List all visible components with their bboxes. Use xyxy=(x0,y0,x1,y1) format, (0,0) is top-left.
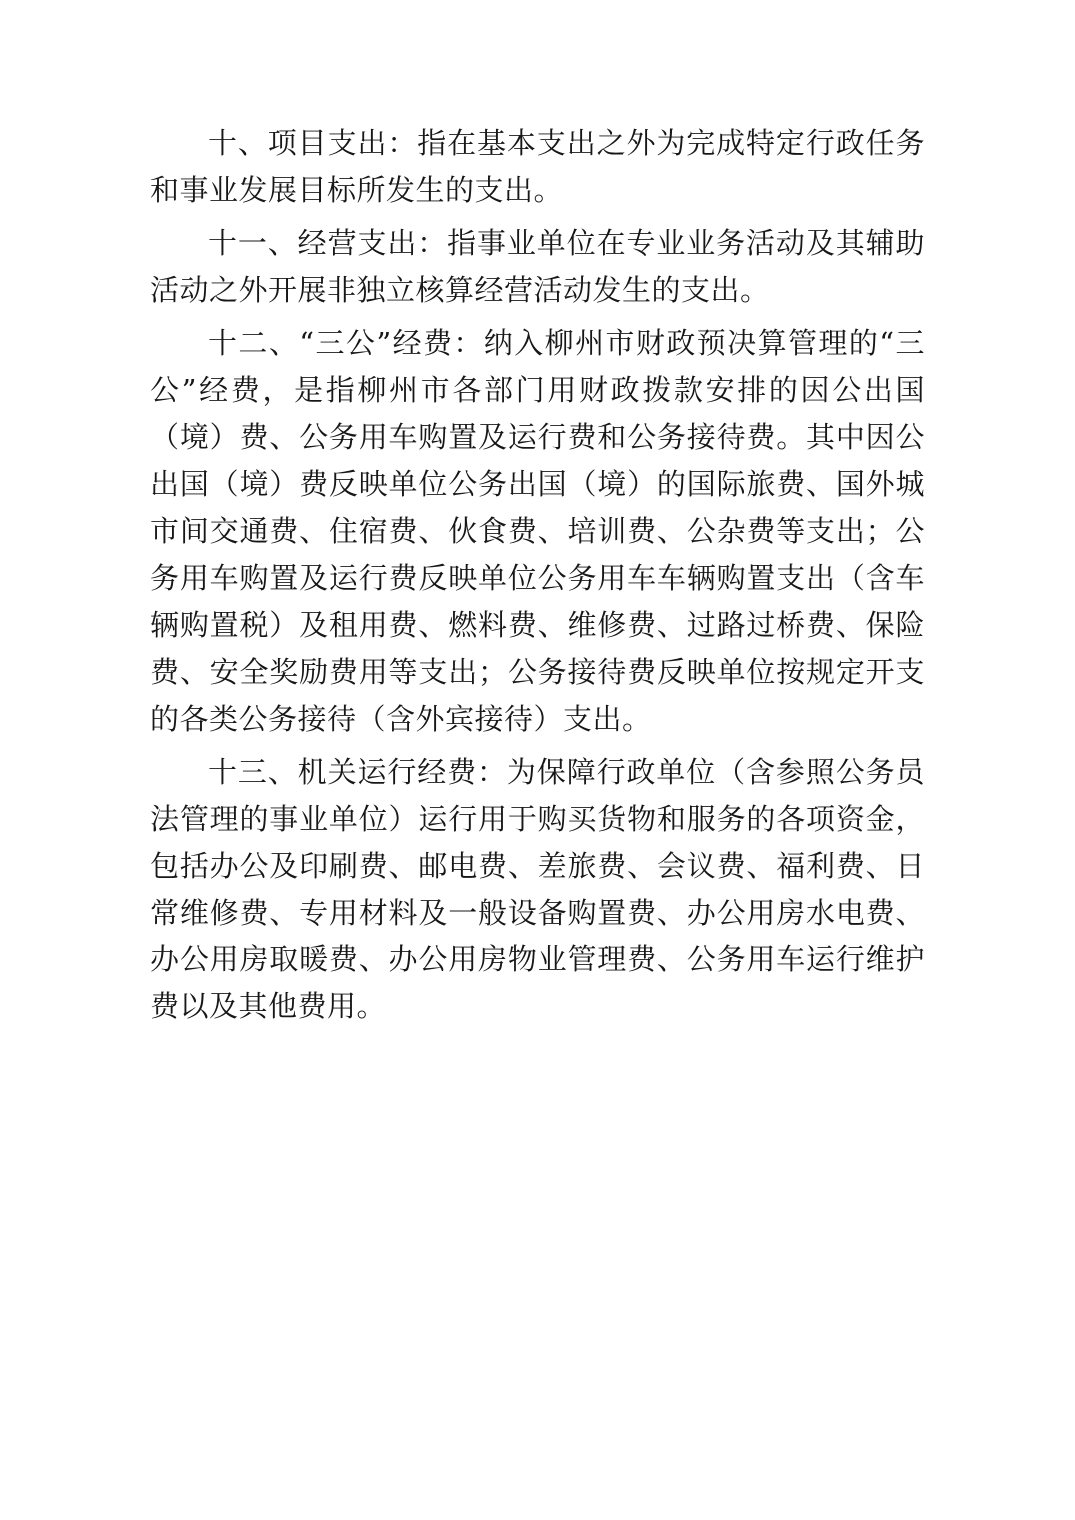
paragraph-item-12: 十二、“三公”经费：纳入柳州市财政预决算管理的“三公”经费，是指柳州市各部门用财政拨款安排的因公出国（境）费、公务用车购置及运行费和公务接待费。其中因公出国（境）费反映单位公务出国（境）的国际旅费、国外城市间交通费、住宿费、伙食费、培训费、公杂费等支出；公务用车购置及运行费反映单位公务用车车辆购置支出（含车辆购置税）及租用费、燃料费、维修费、过路过桥费、保险费、安全奖励费用等支出；公务接待费反映单位按规定开支的各类公务接待（含外宾接待）支出。 xyxy=(150,325,925,736)
paragraph-item-11: 十一、经营支出：指事业单位在专业业务活动及其辅助活动之外开展非独立核算经营活动发生的支出。 xyxy=(150,225,925,307)
paragraph-item-10: 十、项目支出：指在基本支出之外为完成特定行政任务和事业发展目标所发生的支出。 xyxy=(150,126,925,207)
document-body xyxy=(150,120,925,1030)
paragraph-item-13: 十三、机关运行经费：为保障行政单位（含参照公务员法管理的事业单位）运行用于购买货物和服务的各项资金，包括办公及印刷费、邮电费、差旅费、会议费、福利费、日常维修费、专用材料及一般设备购置费、办公用房水电费、办公用房取暖费、办公用房物业管理费、公务用车运行维护费以及其他费用。 xyxy=(150,754,925,1024)
